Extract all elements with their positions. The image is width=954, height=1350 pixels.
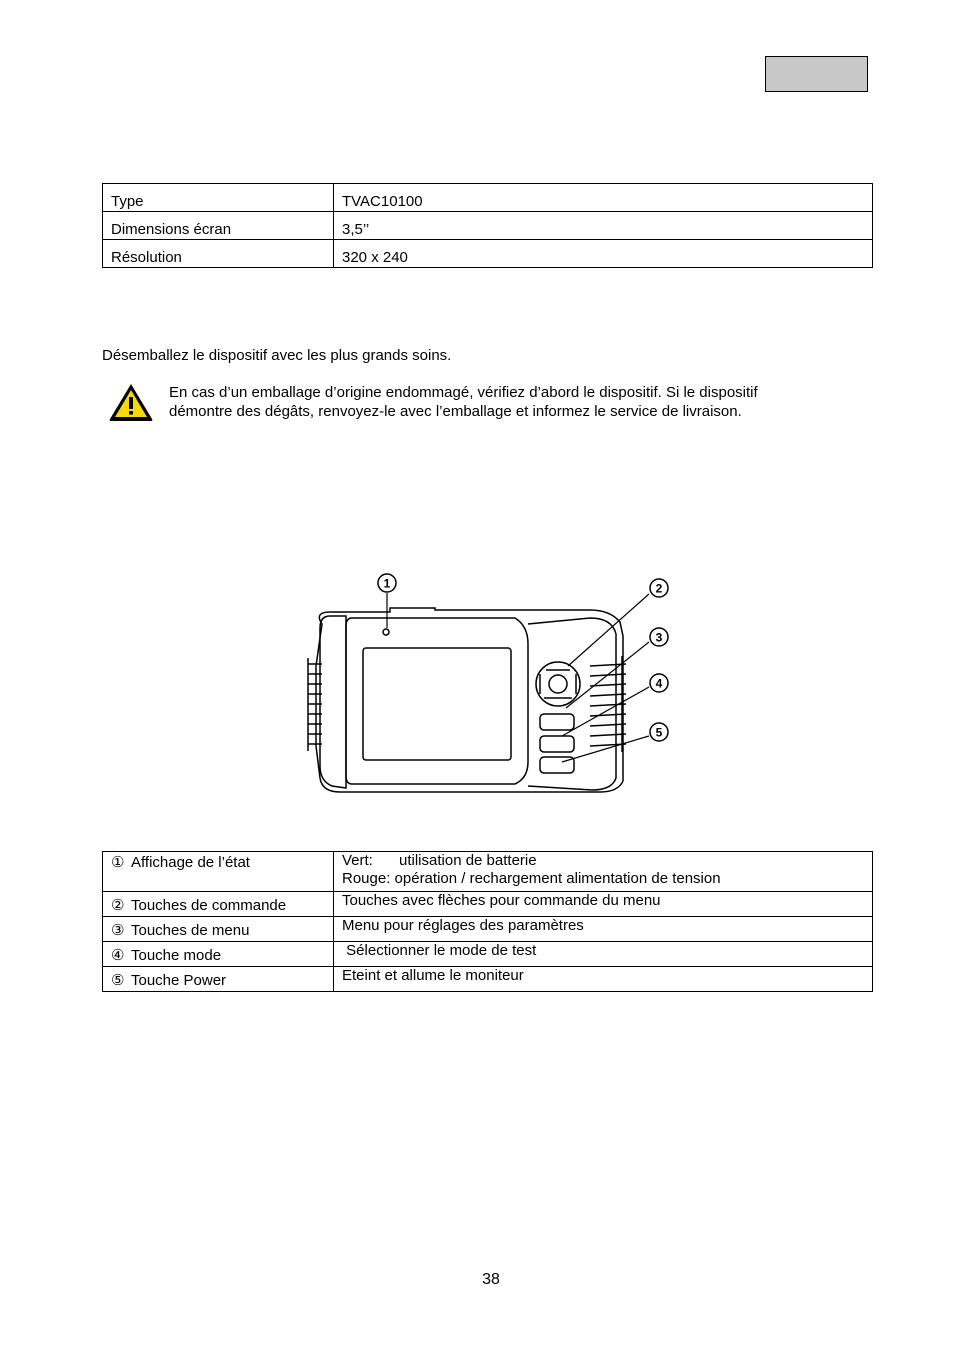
table-row — [103, 240, 873, 268]
part-label-cell — [103, 967, 334, 992]
spec-value: 3,5’’ — [334, 212, 873, 240]
table-row — [103, 212, 873, 240]
status-green-key: Vert: — [342, 852, 373, 869]
part-value: Touches avec flèches pour commande du menu — [334, 892, 873, 917]
spec-label: Dimensions écran — [103, 212, 334, 240]
spec-value: TVAC10100 — [334, 184, 873, 212]
table-row — [103, 184, 873, 212]
screen — [363, 648, 511, 760]
callout-5-label: 5 — [655, 725, 663, 740]
spec-label: Type — [103, 184, 334, 212]
parts-table — [102, 851, 873, 992]
status-led — [383, 629, 389, 635]
warning-text — [169, 383, 869, 421]
part-number: ⑤ — [111, 972, 125, 989]
left-grip — [320, 616, 346, 788]
part-value-cell — [334, 852, 873, 892]
page-number: 38 — [482, 1271, 500, 1288]
table-row — [103, 917, 873, 942]
part-label: Touches de menu — [131, 922, 250, 939]
part-number: ① — [111, 854, 125, 871]
warning-line: démontre des dégâts, renvoyez-le avec l’emballage et informez le service de livraison. — [169, 403, 742, 420]
part-label-cell — [103, 917, 334, 942]
warning-line: En cas d’un emballage d’origine endommagé, vérifiez d’abord le dispositif. Si le dispositif — [169, 384, 758, 401]
language-tab — [765, 56, 868, 92]
status-green-line — [342, 852, 864, 870]
part-number: ③ — [111, 922, 125, 939]
part-value: Menu pour réglages des paramètres — [334, 917, 873, 942]
part-label: Touches de commande — [131, 897, 287, 914]
part-number: ② — [111, 897, 125, 914]
mode-key — [540, 736, 574, 752]
spec-label: Résolution — [103, 240, 334, 268]
part-label-cell — [103, 892, 334, 917]
device-diagram — [300, 566, 680, 800]
callout-4-label: 4 — [655, 676, 663, 691]
table-row — [103, 892, 873, 917]
part-value: Sélectionner le mode de test — [334, 942, 873, 967]
part-value: Eteint et allume le moniteur — [334, 967, 873, 992]
right-grip-ribs — [590, 656, 626, 752]
part-label: Touche Power — [131, 972, 227, 989]
callout-2-label: 2 — [655, 581, 663, 596]
spec-value: 320 x 240 — [334, 240, 873, 268]
part-label: Affichage de l’état — [131, 854, 250, 871]
table-row — [103, 942, 873, 967]
front-panel — [346, 618, 528, 784]
status-green-text: utilisation de batterie — [399, 852, 537, 869]
callout-3-label: 3 — [655, 630, 663, 645]
table-row — [103, 852, 873, 892]
callout-1-label: 1 — [383, 576, 391, 591]
warning-icon — [108, 382, 154, 422]
part-label-cell — [103, 852, 334, 892]
unpacking-intro: Désemballez le dispositif avec les plus grands soins. — [102, 347, 452, 364]
spec-table — [102, 183, 873, 268]
table-row — [103, 967, 873, 992]
part-label: Touche mode — [131, 947, 222, 964]
part-label-cell — [103, 942, 334, 967]
status-red-line: Rouge: opération / rechargement alimentation de tension — [342, 870, 721, 887]
right-grip — [528, 618, 616, 790]
dpad-control — [536, 662, 580, 706]
part-number: ④ — [111, 947, 125, 964]
menu-key — [540, 714, 574, 730]
